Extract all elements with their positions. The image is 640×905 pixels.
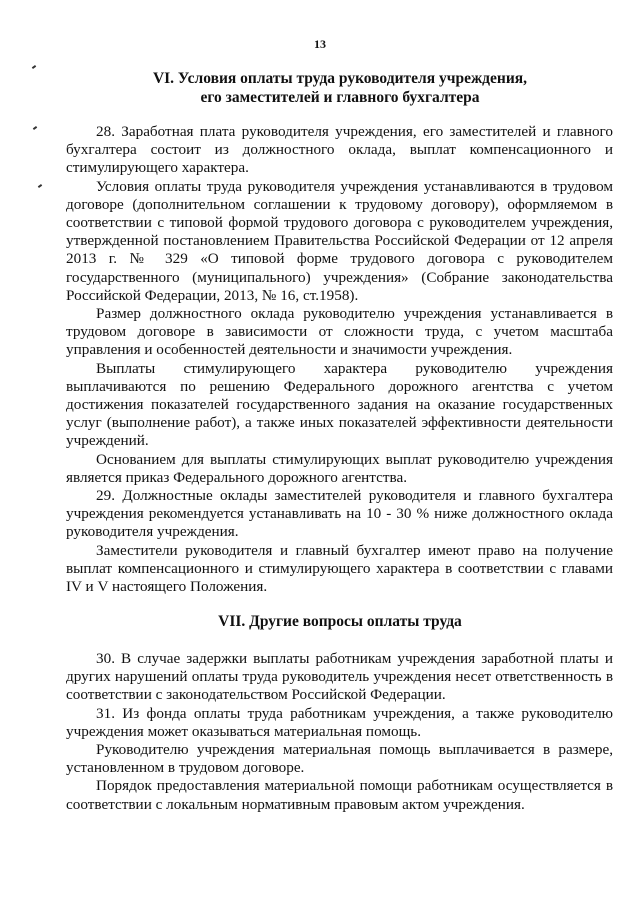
section-6-title-line-1: VI. Условия оплаты труда руководителя учреждения, — [152, 70, 528, 87]
scan-mark — [32, 65, 36, 69]
paragraph-30: 30. В случае задержки выплаты работникам учреждения заработной платы и других нарушений оплаты труда руководитель учреждения несет ответственность в соответствии с законодательством Российской Федерации. — [66, 650, 613, 704]
paragraph-deputies-rights: Заместители руководителя и главный бухгалтер имеют право на получение выплат компенсационного и стимулирующего характера в соответствии с главами IV и V настоящего Положения. — [66, 541, 613, 596]
paragraph-salary-size: Размер должностного оклада руководителю учреждения устанавливается в трудовом договоре в зависимости от сложности труда, с учетом масштаба управления и особенностей деятельности и значимости учреждения. — [66, 305, 613, 359]
section-7-title: VII. Другие вопросы оплаты труда — [218, 613, 462, 630]
section-7-heading — [60, 612, 620, 631]
paragraph-incentive-basis: Основанием для выплаты стимулирующих выплат руководителю учреждения является приказ Федерального дорожного агентства. — [66, 450, 613, 486]
section-6-title-line-2: его заместителей и главного бухгалтера — [200, 89, 480, 106]
paragraph-incentive-payments: Выплаты стимулирующего характера руководителю учреждения выплачиваются по решению Федерального дорожного агентства с учетом достижения показателей государственного задания на оказание государственных услуг (выполнение работ), а также иных показателей эффективности деятельности учреждений. — [66, 359, 613, 450]
paragraph-28: 28. Заработная плата руководителя учреждения, его заместителей и главного бухгалтера состоит из должностного оклада, выплат компенсационного и стимулирующего характера. — [66, 123, 613, 177]
paragraph-aid-procedure: Порядок предоставления материальной помощи работникам осуществляется в соответствии с локальным нормативным правовым актом учреждения. — [66, 777, 613, 813]
paragraph-29: 29. Должностные оклады заместителей руководителя и главного бухгалтера учреждения рекомендуется устанавливать на 10 - 30 % ниже должностного оклада руководителя учреждения. — [66, 487, 613, 541]
paragraph-31: 31. Из фонда оплаты труда работникам учреждения, а также руководителю учреждения может оказываться материальная помощь. — [66, 704, 613, 740]
scan-mark — [38, 184, 42, 188]
paragraph-contract-terms: Условия оплаты труда руководителя учреждения устанавливаются в трудовом договоре (дополнительном соглашении к трудовому договору), оформляемом в соответствии с типовой формой трудового договора с руководителем учреждения, утвержденной постановлением Правительства Российской Федерации от 12 апреля 2013 г. № 329 «О типовой форме трудового договора с руководителем государственного (муниципального) учреждения» (Собрание законодательства Российской Федерации, 2013, № 16, ст.1958). — [66, 177, 613, 304]
section-6-body — [66, 123, 613, 596]
scan-mark — [33, 126, 37, 130]
page-number: 13 — [314, 37, 326, 51]
section-6-heading — [60, 69, 620, 107]
paragraph-aid-amount: Руководителю учреждения материальная помощь выплачивается в размере, установленном в трудовом договоре. — [66, 741, 613, 777]
section-7-body — [66, 650, 613, 814]
